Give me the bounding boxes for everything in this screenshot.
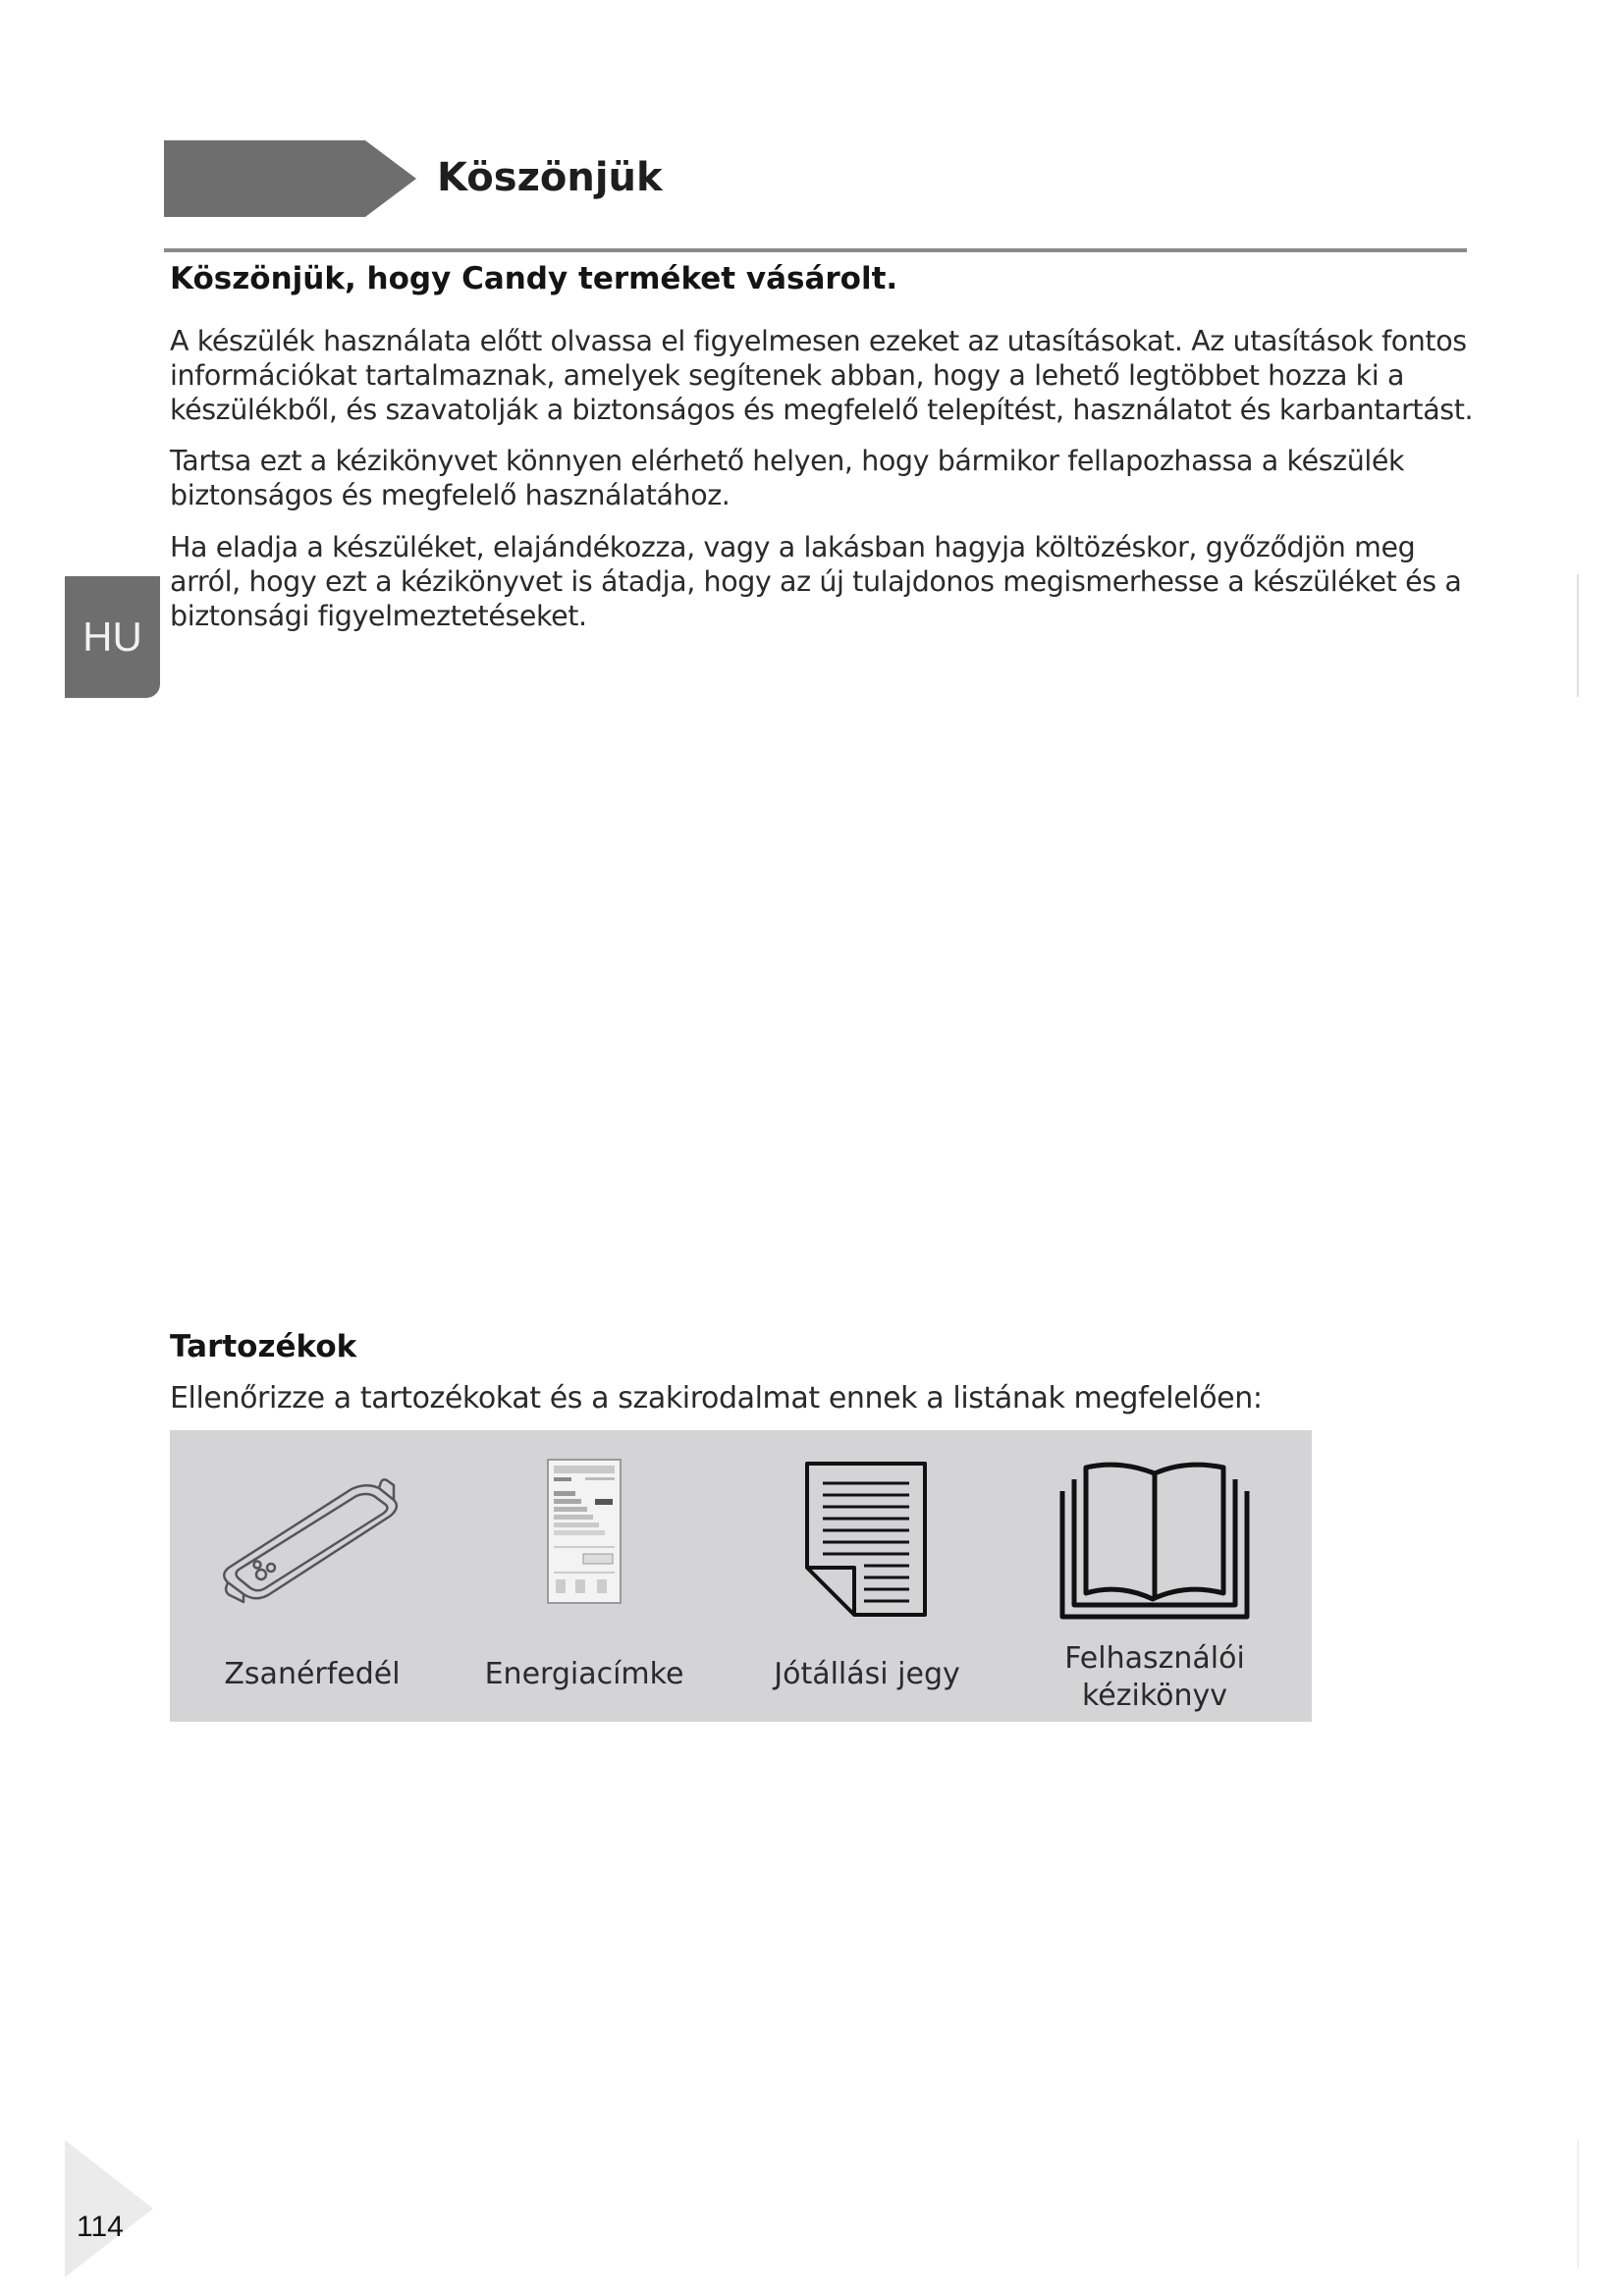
intro-paragraph-3: Ha eladja a készüléket, elajándékozza, vagy a lakásban hagyja költözéskor, győződjön meg arról, hogy ezt a kézikönyvet is átadja, hogy az új tulajdonos megismerhesse a készüléket és a biztonsági figyelmeztetéseket. [170,531,1462,632]
accessory-label: Jótállási jegy [774,1657,960,1691]
accessory-label [1012,1640,1297,1715]
user-manual-icon [1058,1462,1251,1621]
warranty-card-icon [805,1462,929,1619]
accessories-panel [170,1430,1312,1722]
page-corner-decoration [65,2140,153,2277]
accessory-item-user-manual [1012,1430,1297,1722]
accessories-heading: Tartozékok [170,1329,357,1364]
page-number: 114 [77,2211,124,2243]
accessory-label-line-2: kézikönyv [1081,1679,1228,1713]
header-divider [164,248,1467,252]
page-edge-mark-bottom [1577,2140,1579,2268]
accessory-label-line-1: Felhasználói [1064,1641,1245,1676]
accessory-label: Energiacímke [484,1657,684,1691]
page-title: Köszönjük [437,155,663,200]
accessory-label: Zsanérfedél [224,1657,401,1691]
hinge-cover-icon [214,1474,410,1607]
intro-paragraph-2: Tartsa ezt a kézikönyvet könnyen elérhető helyen, hogy bármikor fellapozhassa a készülék biztonságos és megfelelő használatához. [170,445,1405,511]
intro-paragraph-1: A készülék használata előtt olvassa el figyelmesen ezeket az utasításokat. Az utasítások fontos információkat tartalmaznak, amelyek segítenek abban, hogy a lehető legtöbbet hozza ki a készülékből, és szavatolják a biztonságos és megfelelő telepítést, használatot és karbantartást. [170,325,1474,426]
accessory-item-warranty-card [725,1430,1009,1722]
energy-label-icon [546,1458,623,1605]
accessory-item-energy-label [442,1430,727,1722]
accessory-item-hinge-cover [170,1430,455,1722]
language-tab: HU [65,576,160,698]
page-edge-mark [1577,574,1579,697]
accessories-intro: Ellenőrizze a tartozékokat és a szakirodalmat ennek a listának megfelelően: [170,1381,1263,1415]
intro-heading: Köszönjük, hogy Candy terméket vásárolt. [170,261,898,296]
header-arrow-banner [164,140,416,217]
